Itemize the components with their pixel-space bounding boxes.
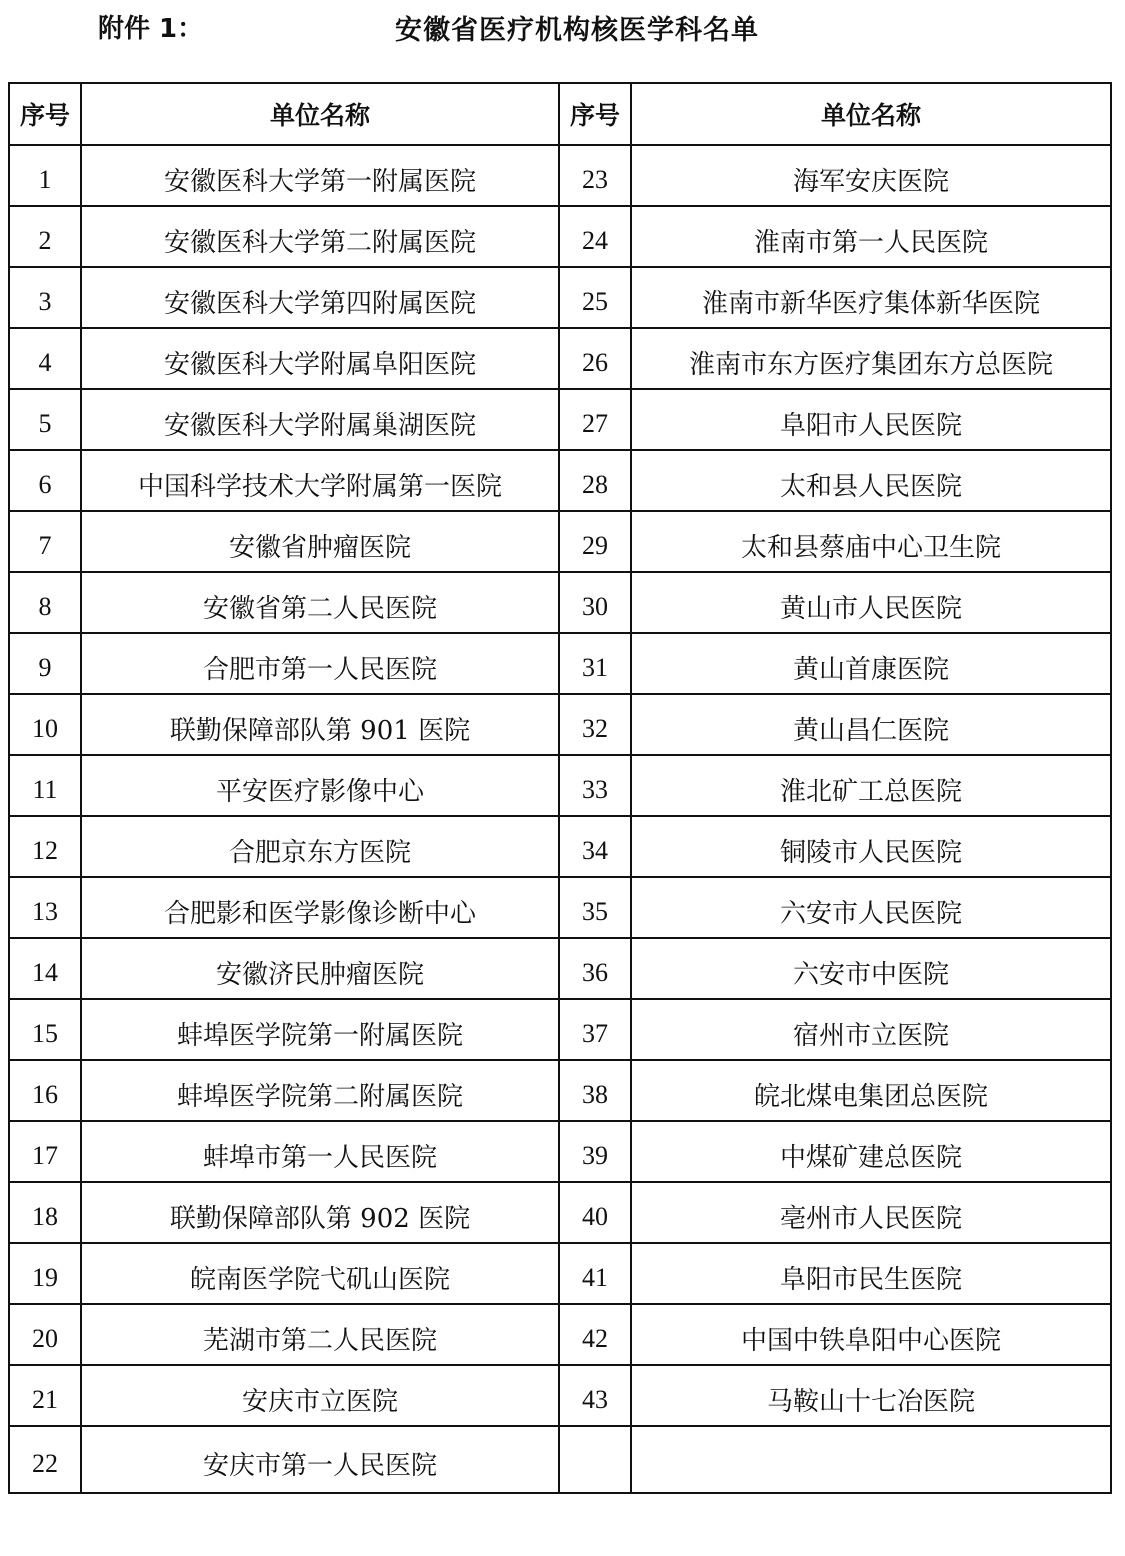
row-number-right: 36 <box>559 938 631 999</box>
table-row <box>9 633 1111 694</box>
column-header-no-right: 序号 <box>559 83 631 145</box>
institution-name-right: 亳州市人民医院 <box>631 1182 1111 1243</box>
institution-name-left: 蚌埠医学院第一附属医院 <box>81 999 559 1060</box>
row-number-right: 35 <box>559 877 631 938</box>
table-row <box>9 694 1111 755</box>
row-number-left: 16 <box>9 1060 81 1121</box>
institution-name-left: 合肥市第一人民医院 <box>81 633 559 694</box>
institution-name-right: 六安市人民医院 <box>631 877 1111 938</box>
institution-name-right: 淮南市东方医疗集团东方总医院 <box>631 328 1111 389</box>
row-number-right: 33 <box>559 755 631 816</box>
row-number-left: 7 <box>9 511 81 572</box>
table-body <box>9 145 1111 1493</box>
row-number-left: 6 <box>9 450 81 511</box>
institution-name-left: 合肥京东方医院 <box>81 816 559 877</box>
table-row <box>9 1426 1111 1493</box>
institution-name-left: 安庆市第一人民医院 <box>81 1426 559 1493</box>
institution-name-left: 安徽医科大学第一附属医院 <box>81 145 559 206</box>
row-number-left: 15 <box>9 999 81 1060</box>
institution-name-left: 安徽省第二人民医院 <box>81 572 559 633</box>
table-row <box>9 1182 1111 1243</box>
institution-table <box>8 82 1112 1494</box>
column-header-name-right: 单位名称 <box>631 83 1111 145</box>
institution-name-left: 皖南医学院弋矶山医院 <box>81 1243 559 1304</box>
row-number-right: 32 <box>559 694 631 755</box>
institution-name-left: 中国科学技术大学附属第一医院 <box>81 450 559 511</box>
institution-name-right: 黄山首康医院 <box>631 633 1111 694</box>
table-row <box>9 389 1111 450</box>
row-number-right: 31 <box>559 633 631 694</box>
institution-name-right: 太和县人民医院 <box>631 450 1111 511</box>
institution-name-left: 安徽医科大学第二附属医院 <box>81 206 559 267</box>
institution-name-left: 合肥影和医学影像诊断中心 <box>81 877 559 938</box>
row-number-right: 41 <box>559 1243 631 1304</box>
institution-name-right: 淮南市第一人民医院 <box>631 206 1111 267</box>
attachment-label: 附件 1： <box>98 14 204 44</box>
row-number-right: 37 <box>559 999 631 1060</box>
table-row <box>9 328 1111 389</box>
table-row <box>9 206 1111 267</box>
table-row <box>9 511 1111 572</box>
row-number-right: 24 <box>559 206 631 267</box>
row-number-right: 40 <box>559 1182 631 1243</box>
row-number-left: 9 <box>9 633 81 694</box>
institution-name-right <box>631 1426 1111 1493</box>
row-number-left: 3 <box>9 267 81 328</box>
table-row <box>9 145 1111 206</box>
institution-name-left: 安徽省肿瘤医院 <box>81 511 559 572</box>
institution-name-right: 阜阳市民生医院 <box>631 1243 1111 1304</box>
row-number-left: 20 <box>9 1304 81 1365</box>
table-row <box>9 755 1111 816</box>
institution-name-left: 安徽医科大学附属巢湖医院 <box>81 389 559 450</box>
institution-name-right: 海军安庆医院 <box>631 145 1111 206</box>
institution-name-left: 安徽医科大学附属阜阳医院 <box>81 328 559 389</box>
row-number-left: 10 <box>9 694 81 755</box>
row-number-left: 14 <box>9 938 81 999</box>
institution-name-right: 中煤矿建总医院 <box>631 1121 1111 1182</box>
table-row <box>9 938 1111 999</box>
row-number-left: 1 <box>9 145 81 206</box>
row-number-right: 30 <box>559 572 631 633</box>
row-number-left: 5 <box>9 389 81 450</box>
row-number-right: 38 <box>559 1060 631 1121</box>
institution-name-right: 中国中铁阜阳中心医院 <box>631 1304 1111 1365</box>
institution-name-right: 阜阳市人民医院 <box>631 389 1111 450</box>
institution-name-right: 淮南市新华医疗集体新华医院 <box>631 267 1111 328</box>
row-number-left: 11 <box>9 755 81 816</box>
institution-name-left: 安徽济民肿瘤医院 <box>81 938 559 999</box>
table-row <box>9 1060 1111 1121</box>
table-row <box>9 1243 1111 1304</box>
table-row <box>9 267 1111 328</box>
table-row <box>9 877 1111 938</box>
row-number-right: 43 <box>559 1365 631 1426</box>
row-number-left: 2 <box>9 206 81 267</box>
row-number-right <box>559 1426 631 1493</box>
table-header-row <box>9 83 1111 145</box>
institution-name-left: 芜湖市第二人民医院 <box>81 1304 559 1365</box>
row-number-left: 17 <box>9 1121 81 1182</box>
row-number-right: 25 <box>559 267 631 328</box>
institution-name-left: 联勤保障部队第 902 医院 <box>81 1182 559 1243</box>
institution-name-left: 联勤保障部队第 901 医院 <box>81 694 559 755</box>
page-header <box>0 0 1125 60</box>
table-row <box>9 816 1111 877</box>
institution-name-left: 安庆市立医院 <box>81 1365 559 1426</box>
table-row <box>9 1121 1111 1182</box>
row-number-right: 23 <box>559 145 631 206</box>
row-number-right: 29 <box>559 511 631 572</box>
row-number-right: 42 <box>559 1304 631 1365</box>
column-header-name-left: 单位名称 <box>81 83 559 145</box>
institution-name-left: 安徽医科大学第四附属医院 <box>81 267 559 328</box>
institution-name-right: 黄山昌仁医院 <box>631 694 1111 755</box>
page-title: 安徽省医疗机构核医学科名单 <box>395 15 759 46</box>
institution-name-right: 宿州市立医院 <box>631 999 1111 1060</box>
table-row <box>9 572 1111 633</box>
row-number-left: 8 <box>9 572 81 633</box>
institution-name-right: 皖北煤电集团总医院 <box>631 1060 1111 1121</box>
row-number-left: 21 <box>9 1365 81 1426</box>
row-number-left: 22 <box>9 1426 81 1493</box>
row-number-right: 28 <box>559 450 631 511</box>
institution-name-right: 马鞍山十七冶医院 <box>631 1365 1111 1426</box>
table-row <box>9 1304 1111 1365</box>
institution-name-right: 淮北矿工总医院 <box>631 755 1111 816</box>
row-number-left: 19 <box>9 1243 81 1304</box>
table-row <box>9 1365 1111 1426</box>
institution-name-right: 黄山市人民医院 <box>631 572 1111 633</box>
row-number-left: 4 <box>9 328 81 389</box>
row-number-right: 39 <box>559 1121 631 1182</box>
row-number-right: 34 <box>559 816 631 877</box>
institution-name-left: 蚌埠市第一人民医院 <box>81 1121 559 1182</box>
row-number-right: 27 <box>559 389 631 450</box>
institution-name-right: 铜陵市人民医院 <box>631 816 1111 877</box>
institution-name-right: 六安市中医院 <box>631 938 1111 999</box>
institution-name-left: 平安医疗影像中心 <box>81 755 559 816</box>
table-row <box>9 999 1111 1060</box>
column-header-no-left: 序号 <box>9 83 81 145</box>
row-number-right: 26 <box>559 328 631 389</box>
table-row <box>9 450 1111 511</box>
row-number-left: 13 <box>9 877 81 938</box>
institution-name-right: 太和县蔡庙中心卫生院 <box>631 511 1111 572</box>
institution-name-left: 蚌埠医学院第二附属医院 <box>81 1060 559 1121</box>
row-number-left: 18 <box>9 1182 81 1243</box>
row-number-left: 12 <box>9 816 81 877</box>
